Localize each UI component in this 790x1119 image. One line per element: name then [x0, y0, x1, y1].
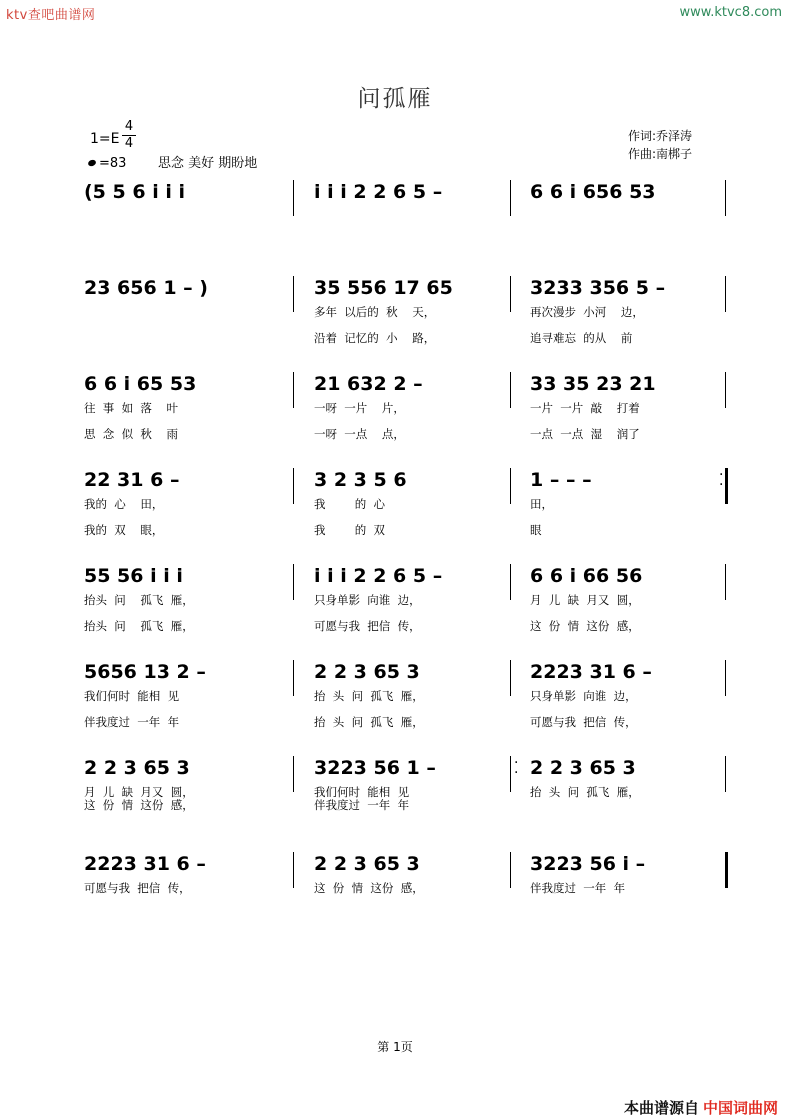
lyric-verse-1: 抬 头 问 孤飞 雁， — [530, 785, 640, 799]
barline — [293, 660, 294, 696]
barline — [510, 276, 511, 312]
barline — [725, 180, 726, 216]
measure-notes: 3223 56 i – — [530, 853, 646, 875]
watermark-right[interactable]: www.ktvc8.com — [679, 5, 782, 20]
lyric-verse-1: 往 事 如 落 叶 — [84, 401, 179, 415]
lyric-verse-2: 可愿与我 把信 传， — [530, 715, 637, 729]
page-number: 第 1页 — [377, 1040, 413, 1054]
lyric-verse-2: 伴我度过 一年 年 — [314, 798, 410, 812]
lyric-verse-2: 我的 双 眼， — [84, 523, 164, 537]
barline — [510, 756, 511, 792]
score-line — [80, 564, 740, 654]
score-line — [80, 468, 740, 558]
barline — [510, 564, 511, 600]
barline — [293, 756, 294, 792]
measure-notes: 2223 31 6 – — [84, 853, 206, 875]
measure-notes: 3223 56 1 – — [314, 757, 436, 779]
score-line — [80, 180, 740, 270]
barline — [293, 372, 294, 408]
lyric-verse-2: 这 份 情 这份 感， — [530, 619, 640, 633]
measure-notes: 2 2 3 65 3 — [530, 757, 636, 779]
lyric-verse-1: 我的 心 田， — [84, 497, 164, 511]
lyric-verse-2: 一呀 一点 点， — [314, 427, 405, 441]
composer-credit: 作曲:南梆子 — [628, 147, 693, 161]
tempo-value: =83 — [99, 156, 127, 171]
measure-notes: i i i 2 2 6 5 – — [314, 181, 443, 203]
source-site[interactable]: 中国词曲网 — [702, 1099, 778, 1117]
measure-notes: (5 5 6 i i i — [84, 181, 185, 203]
score-line — [80, 372, 740, 462]
measure-notes: 33 35 23 21 — [530, 373, 656, 395]
measure-notes: 2 2 3 65 3 — [314, 661, 420, 683]
score-line — [80, 660, 740, 750]
lyric-verse-2: 追寻难忘 的从 前 — [530, 331, 633, 345]
score-line — [80, 276, 740, 366]
barline — [725, 756, 726, 792]
measure-notes: i i i 2 2 6 5 – — [314, 565, 443, 587]
lyric-verse-2: 抬 头 问 孤飞 雁， — [314, 715, 424, 729]
measure-notes: 6 6 i 66 56 — [530, 565, 643, 587]
barline — [510, 180, 511, 216]
barline — [725, 660, 726, 696]
lyric-verse-2: 伴我度过 一年 年 — [84, 715, 180, 729]
lyric-verse-2: 这 份 情 这份 感， — [84, 798, 194, 812]
barline — [725, 468, 728, 504]
lyric-verse-2: 抬头 问 孤飞 雁， — [84, 619, 194, 633]
measure-notes: 6 6 i 65 53 — [84, 373, 197, 395]
measure-notes: 3233 356 5 – — [530, 277, 666, 299]
barline — [510, 660, 511, 696]
lyric-verse-2: 可愿与我 把信 传， — [314, 619, 421, 633]
measure-notes: 22 31 6 – — [84, 469, 180, 491]
lyric-verse-1: 抬 头 问 孤飞 雁， — [314, 689, 424, 703]
measure-notes: 21 632 2 – — [314, 373, 423, 395]
barline — [293, 564, 294, 600]
measure-notes: 2 2 3 65 3 — [84, 757, 190, 779]
lyric-verse-1: 一呀 一片 片， — [314, 401, 405, 415]
measure-notes: 55 56 i i i — [84, 565, 183, 587]
lyric-verse-1: 月 儿 缺 月又 圆， — [84, 785, 194, 799]
lyric-verse-1: 这 份 情 这份 感， — [314, 881, 424, 895]
measure-notes: 6 6 i 656 53 — [530, 181, 656, 203]
lyric-verse-1: 我们何时 能相 见 — [84, 689, 180, 703]
measure-notes: 3 2 3 5 6 — [314, 469, 407, 491]
expression-mark: 思念 美好 期盼地 — [158, 156, 258, 171]
key-signature: 1=E — [90, 131, 120, 147]
measure-notes: 5656 13 2 – — [84, 661, 206, 683]
lyric-verse-1: 月 儿 缺 月又 圆， — [530, 593, 640, 607]
barline — [725, 276, 726, 312]
measure-notes: 2223 31 6 – — [530, 661, 652, 683]
lyric-verse-1: 我们何时 能相 见 — [314, 785, 410, 799]
tempo-mark — [88, 156, 126, 171]
lyricist-credit: 作词:乔泽涛 — [628, 129, 693, 143]
time-sig-bottom: 4 — [124, 136, 134, 151]
song-title: 问孤雁 — [357, 86, 433, 112]
measure-notes: 35 556 17 65 — [314, 277, 453, 299]
lyric-verse-1: 抬头 问 孤飞 雁， — [84, 593, 194, 607]
lyric-verse-2: 沿着 记忆的 小 路， — [314, 331, 436, 345]
lyric-verse-2: 我 的 双 — [314, 523, 386, 537]
repeat-start-icon: · · — [514, 755, 519, 781]
barline — [293, 852, 294, 888]
lyric-verse-1: 田， — [530, 497, 553, 511]
barline — [725, 852, 728, 888]
barline — [293, 276, 294, 312]
measure-notes: 23 656 1 – ) — [84, 277, 208, 299]
barline — [510, 468, 511, 504]
barline — [510, 372, 511, 408]
time-signature — [122, 119, 136, 152]
lyric-verse-1: 可愿与我 把信 传， — [84, 881, 191, 895]
lyric-verse-1: 多年 以后的 秋 天， — [314, 305, 436, 319]
lyric-verse-2: 眼 — [530, 523, 542, 537]
quarter-note-icon — [87, 159, 97, 167]
repeat-sign-icon: · · — [719, 467, 724, 493]
lyric-verse-1: 只身单影 向谁 边， — [530, 689, 637, 703]
barline — [293, 468, 294, 504]
score-line — [80, 852, 740, 942]
watermark-left[interactable]: ktv查吧曲谱网 — [6, 8, 96, 23]
measure-notes: 1 – – – — [530, 469, 592, 491]
lyric-verse-2: 思 念 似 秋 雨 — [84, 427, 179, 441]
barline — [510, 852, 511, 888]
lyric-verse-1: 伴我度过 一年 年 — [530, 881, 626, 895]
time-sig-top: 4 — [124, 119, 134, 134]
barline — [293, 180, 294, 216]
lyric-verse-1: 我 的 心 — [314, 497, 386, 511]
barline — [725, 564, 726, 600]
source-credit[interactable] — [624, 1097, 778, 1118]
lyric-verse-2: 一点 一点 湿 润了 — [530, 427, 640, 441]
source-label: 本曲谱源自 — [623, 1099, 699, 1117]
score-line — [80, 756, 740, 846]
measure-notes: 2 2 3 65 3 — [314, 853, 420, 875]
barline — [725, 372, 726, 408]
lyric-verse-1: 只身单影 向谁 边， — [314, 593, 421, 607]
lyric-verse-1: 一片 一片 敲 打着 — [530, 401, 640, 415]
lyric-verse-1: 再次漫步 小河 边， — [530, 305, 644, 319]
